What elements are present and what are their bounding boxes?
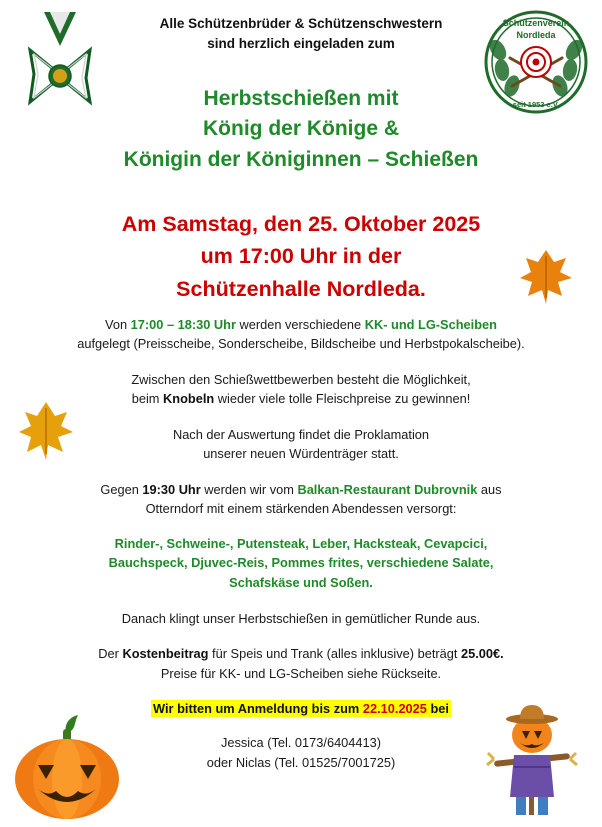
invitation-header bbox=[0, 14, 602, 53]
date-line-2: um 17:00 Uhr in der bbox=[200, 244, 402, 269]
contact-line-1: Jessica (Tel. 0173/6404413) bbox=[220, 734, 382, 750]
paragraph-dinner bbox=[48, 480, 554, 519]
paragraph-knobeln bbox=[48, 370, 554, 409]
p2-knobeln: Knobeln bbox=[163, 391, 215, 407]
date-line-1: Am Samstag, den 25. Oktober 2025 bbox=[121, 212, 481, 236]
paragraph-schedule bbox=[48, 315, 554, 354]
title-line-2: König der Könige & bbox=[203, 117, 399, 141]
p1-text-b: werden verschiedene bbox=[235, 317, 365, 332]
p4-text-b: werden wir vom bbox=[200, 481, 298, 497]
title-line-3: Königin der Königinnen – Schießen bbox=[123, 147, 479, 171]
p3-text-b: unserer neuen Würdenträger statt. bbox=[203, 446, 399, 462]
contact-list bbox=[48, 733, 554, 774]
p1-text-c: aufgelegt (Preisscheibe, Sonderscheibe, Bildscheibe und Herbstpokalscheibe). bbox=[77, 336, 525, 352]
p6-text-a: Der bbox=[98, 646, 123, 662]
p3-text-a: Nach der Auswertung findet die Proklamation bbox=[172, 426, 430, 442]
p4-restaurant: Balkan-Restaurant Dubrovnik bbox=[297, 481, 478, 497]
menu-line-1: Rinder-, Schweine-, Putensteak, Leber, Hacksteak, Cevapcici, bbox=[114, 535, 488, 551]
registration-text-before: Wir bitten um Anmeldung bis zum bbox=[153, 701, 363, 717]
p1-discs: KK- und LG-Scheiben bbox=[364, 317, 497, 332]
club-logo-top-text: Schützenverein bbox=[502, 18, 570, 28]
registration-notice bbox=[48, 699, 554, 718]
contact-line-2: oder Niclas (Tel. 01525/7001725) bbox=[206, 755, 396, 771]
poster-body bbox=[48, 315, 554, 774]
registration-highlight bbox=[151, 700, 451, 717]
menu-list bbox=[48, 534, 554, 593]
p4-time: 19:30 Uhr bbox=[142, 481, 201, 497]
registration-deadline: 22.10.2025 bbox=[362, 701, 427, 717]
p5-text: Danach klingt unser Herbstschießen in gemütlicher Runde aus. bbox=[121, 610, 481, 626]
registration-text-after: bei bbox=[426, 701, 449, 717]
event-date-venue bbox=[0, 208, 602, 305]
p4-text-c: aus bbox=[477, 481, 502, 497]
p1-text-a: Von bbox=[105, 317, 131, 332]
p4-text-a: Gegen bbox=[100, 481, 143, 497]
p6-text-c: Preise für KK- und LG-Scheiben siehe Rückseite. bbox=[160, 665, 442, 681]
paragraph-fee bbox=[48, 644, 554, 683]
p2-text-b: beim bbox=[131, 391, 164, 407]
paragraph-closing bbox=[48, 609, 554, 628]
p2-text-c: wieder viele tolle Fleischpreise zu gewinnen! bbox=[214, 391, 471, 407]
menu-line-3: Schafskäse und Soßen. bbox=[229, 575, 373, 591]
p2-text-a: Zwischen den Schießwettbewerben besteht die Möglichkeit, bbox=[131, 371, 471, 387]
p6-fee-label: Kostenbeitrag bbox=[122, 646, 209, 662]
paragraph-proklamation bbox=[48, 425, 554, 464]
title-line-1: Herbstschießen mit bbox=[203, 87, 399, 110]
p4-text-d: Otterndorf mit einem stärkenden Abendessen versorgt: bbox=[145, 501, 457, 517]
club-logo-mid-text: Nordleda bbox=[516, 30, 556, 40]
p1-time: 17:00 – 18:30 Uhr bbox=[130, 317, 236, 332]
p6-price: 25.00€. bbox=[461, 646, 504, 662]
invite-line-1: Alle Schützenbrüder & Schützenschwestern bbox=[159, 16, 443, 31]
club-logo-bottom-text: seit 1953 e.V. bbox=[512, 100, 560, 109]
invite-line-2: sind herzlich eingeladen zum bbox=[207, 35, 395, 51]
p6-text-b: für Speis und Trank (alles inklusive) beträgt bbox=[208, 646, 462, 662]
page-title bbox=[0, 84, 602, 175]
menu-line-2: Bauchspeck, Djuvec-Reis, Pommes frites, verschiedene Salate, bbox=[108, 555, 494, 571]
date-line-3: Schützenhalle Nordleda. bbox=[176, 276, 426, 301]
